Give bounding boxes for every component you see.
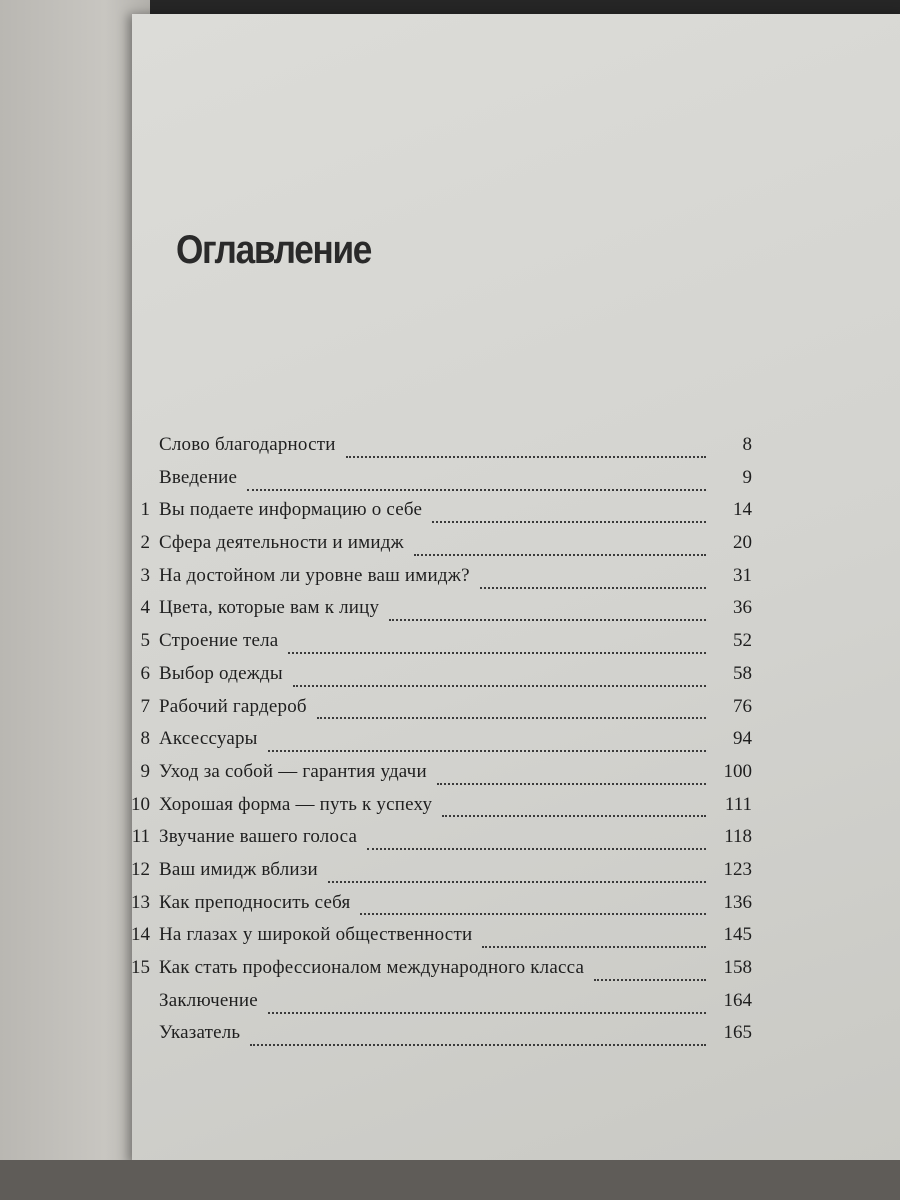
- dot-leader: [293, 684, 706, 687]
- toc-entry: [112, 434, 752, 467]
- page-number: 94: [733, 728, 752, 750]
- entry-title: На достойном ли уровне ваш имидж?: [159, 564, 470, 586]
- entry-title: На глазах у широкой общественности: [159, 924, 473, 946]
- chapter-number: 4: [140, 597, 150, 619]
- chapter-number: 8: [140, 728, 150, 750]
- toc-entry: [112, 892, 752, 925]
- toc-entry: [112, 794, 752, 827]
- toc-entry: [112, 957, 752, 990]
- entry-title: Слово благодарности: [159, 434, 336, 455]
- page-number: 36: [733, 597, 752, 619]
- entry-title: Сфера деятельности и имидж: [159, 532, 404, 554]
- page-number: 111: [724, 793, 752, 815]
- dot-leader: [442, 814, 706, 817]
- entry-title: Как преподносить себя: [159, 891, 351, 913]
- toc-entry: [112, 532, 752, 565]
- page-number: 118: [724, 826, 752, 848]
- entry-title: Аксессуары: [159, 728, 258, 750]
- page-number: 123: [723, 858, 752, 880]
- toc-entry: [112, 630, 752, 663]
- page-number: 136: [723, 891, 752, 913]
- entry-title: Введение: [159, 466, 238, 488]
- dot-leader: [414, 553, 706, 556]
- toc-entry: [112, 826, 752, 859]
- page-number: 20: [733, 532, 752, 554]
- toc-entry: [112, 467, 752, 500]
- toc-entry: [112, 859, 752, 892]
- page-number: 100: [723, 760, 752, 782]
- dot-leader: [389, 618, 706, 621]
- dot-leader: [346, 455, 706, 458]
- dot-leader: [288, 651, 706, 654]
- dot-leader: [247, 488, 706, 491]
- chapter-number: 10: [131, 793, 150, 815]
- dot-leader: [317, 716, 706, 719]
- page-number: 8: [742, 434, 752, 455]
- toc-entry: [112, 499, 752, 532]
- toc-entry: [112, 761, 752, 794]
- page-number: 76: [733, 695, 752, 717]
- dot-leader: [268, 1011, 706, 1014]
- toc-entry: [112, 924, 752, 957]
- page-number: 9: [742, 466, 752, 488]
- dot-leader: [250, 1043, 706, 1046]
- entry-title: Хорошая форма — путь к успеху: [159, 793, 433, 815]
- dot-leader: [480, 586, 706, 589]
- entry-title: Звучание вашего голоса: [159, 826, 358, 848]
- entry-title: Вы подаете информацию о себе: [159, 499, 423, 521]
- chapter-number: 7: [140, 695, 150, 717]
- page-number: 145: [723, 924, 752, 946]
- chapter-number: 13: [131, 891, 150, 913]
- entry-title: Выбор одежды: [159, 662, 283, 684]
- entry-title: Ваш имидж вблизи: [159, 858, 318, 880]
- toc-entry: [112, 565, 752, 598]
- page-number: 14: [733, 499, 752, 521]
- dot-leader: [594, 978, 706, 981]
- entry-title: Указатель: [159, 1022, 241, 1044]
- chapter-number: 12: [131, 858, 150, 880]
- dot-leader: [482, 945, 706, 948]
- dot-leader: [360, 912, 706, 915]
- toc-entry: [112, 1022, 752, 1055]
- chapter-number: 9: [140, 760, 150, 782]
- page-title: Оглавление: [176, 228, 372, 272]
- toc-entry: [112, 663, 752, 696]
- chapter-number: 11: [131, 826, 150, 848]
- page-number: 164: [723, 989, 752, 1011]
- toc-entry: [112, 990, 752, 1023]
- dot-leader: [432, 520, 706, 523]
- entry-title: Строение тела: [159, 630, 279, 652]
- entry-title: Рабочий гардероб: [159, 695, 307, 717]
- chapter-number: 5: [140, 630, 150, 652]
- bottom-edge: [0, 1160, 900, 1200]
- page-number: 58: [733, 662, 752, 684]
- toc-entry: [112, 597, 752, 630]
- toc-entry: [112, 728, 752, 761]
- page-number: 158: [723, 957, 752, 978]
- dot-leader: [437, 782, 706, 785]
- chapter-number: 3: [140, 564, 150, 586]
- chapter-number: 6: [140, 662, 150, 684]
- toc-entry: [112, 696, 752, 729]
- page-number: 165: [723, 1022, 752, 1044]
- page-number: 52: [733, 630, 752, 652]
- entry-title: Как стать профессионалом международного класса: [159, 957, 585, 978]
- entry-title: Уход за собой — гарантия удачи: [159, 760, 427, 782]
- table-of-contents: [112, 434, 752, 1055]
- chapter-number: 14: [131, 924, 150, 946]
- entry-title: Заключение: [159, 989, 258, 1011]
- chapter-number: 1: [140, 499, 150, 521]
- chapter-number: 15: [131, 957, 150, 978]
- dot-leader: [367, 847, 706, 850]
- chapter-number: 2: [140, 532, 150, 554]
- dot-leader: [328, 880, 706, 883]
- entry-title: Цвета, которые вам к лицу: [159, 597, 380, 619]
- page-number: 31: [733, 564, 752, 586]
- dot-leader: [268, 749, 706, 752]
